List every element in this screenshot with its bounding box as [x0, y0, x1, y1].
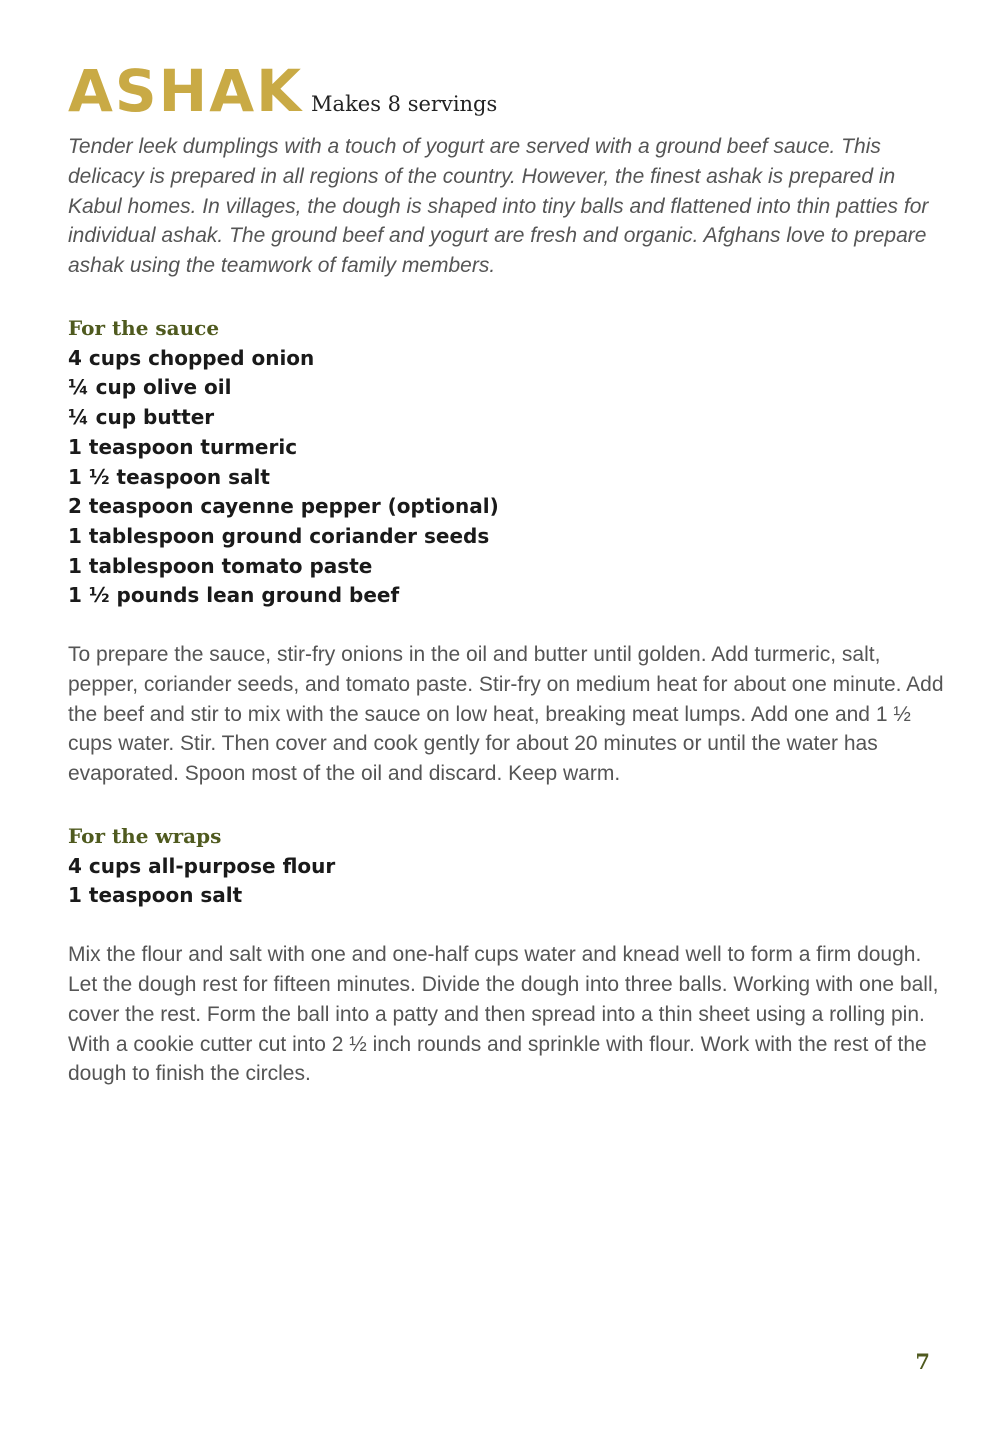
ingredient-item: 1 tablespoon ground coriander seeds [68, 523, 490, 548]
servings-label: Makes 8 servings [311, 92, 498, 116]
sauce-heading: For the sauce [68, 315, 220, 340]
ingredient-item: 4 cups all-purpose flour [68, 853, 336, 878]
wraps-directions: Mix the flour and salt with one and one-half cups water and knead well to form a firm dough. Let the dough rest for fifteen minutes. Divide the dough into three balls. Working with one ball, cover the rest. Form the ball into a patty and then spread into a thin sheet using a rolling pin. With a cookie cutter cut into 2 ½ inch rounds and sprinkle with flour. Work with the rest of the dough to finish the circles. [68, 943, 939, 1086]
ingredient-item: ¼ cup butter [68, 405, 215, 430]
ingredient-item: 1 teaspoon turmeric [68, 434, 298, 459]
page-number: 7 [915, 1349, 930, 1374]
wraps-heading: For the wraps [68, 824, 222, 848]
sauce-ingredient-list [68, 344, 948, 611]
ingredient-item: 1 teaspoon salt [68, 883, 243, 908]
sauce-directions: To prepare the sauce, stir-fry onions in the oil and butter until golden. Add turmeric, salt, pepper, coriander seeds, and tomato paste. Stir-fry on medium heat for about one minute. Add the beef and stir to mix with the sauce on low heat, breaking meat lumps. Add one and 1 ½ cups water. Stir. Then cover and cook gently for about 20 minutes or until the water has evaporated. Spoon most of the oil and discard. Keep warm. [68, 643, 944, 786]
wraps-ingredient-list [68, 852, 948, 911]
ingredient-item: 2 teaspoon cayenne pepper (optional) [68, 494, 499, 519]
ingredient-item: ¼ cup olive oil [68, 375, 232, 400]
ingredient-item: 1 ½ pounds lean ground beef [68, 583, 400, 608]
recipe-page [68, 58, 948, 1089]
ingredient-item: 1 tablespoon tomato paste [68, 553, 373, 578]
recipe-intro: Tender leek dumplings with a touch of yogurt are served with a ground beef sauce. This delicacy is prepared in all regions of the country. However, the finest ashak is prepared in Kabul homes. In villages, the dough is shaped into tiny balls and flattened into thin patties for individual ashak. The ground beef and yogurt are fresh and organic. Afghans love to prepare ashak using the teamwork of family members. [68, 135, 929, 278]
ingredient-item: 4 cups chopped onion [68, 345, 315, 370]
recipe-title: ASHAK [68, 57, 304, 125]
title-row [68, 58, 948, 124]
ingredient-item: 1 ½ teaspoon salt [68, 464, 270, 489]
